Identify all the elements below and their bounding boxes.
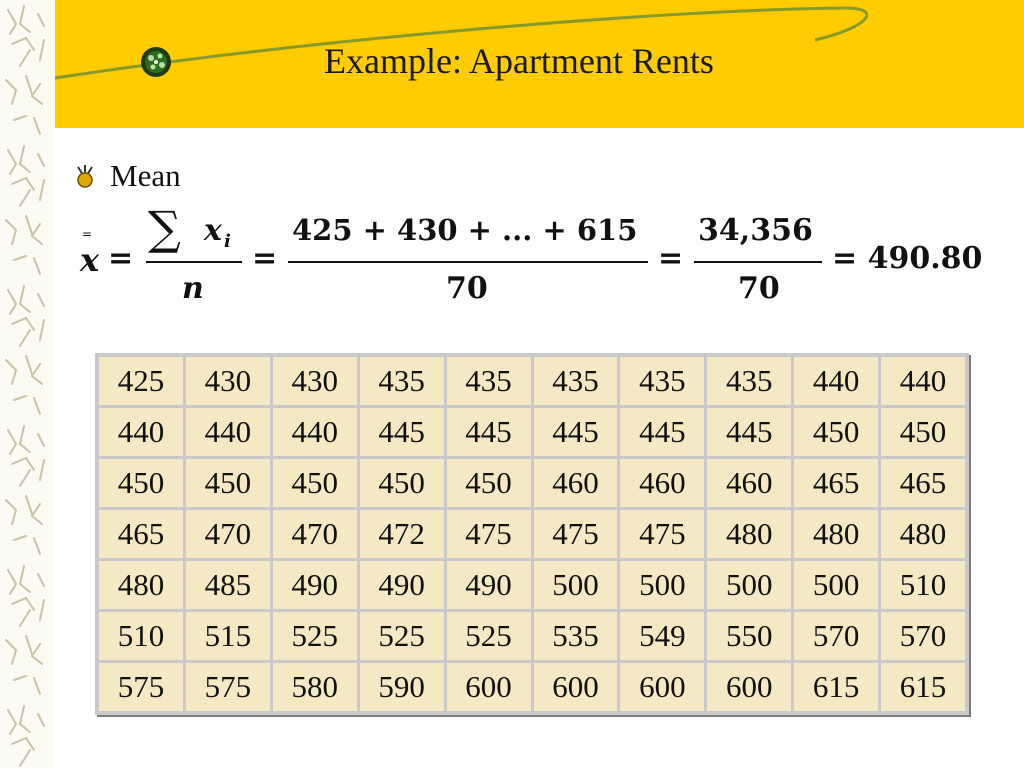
count-value: 70 [446, 271, 488, 306]
rent-cell: 525 [273, 612, 357, 660]
rent-cell: 600 [620, 663, 704, 711]
rent-cell: 435 [534, 357, 618, 405]
sum-term: x [204, 213, 222, 248]
rent-cell: 600 [447, 663, 531, 711]
rent-cell: 515 [186, 612, 270, 660]
rent-cell: 615 [881, 663, 965, 711]
rent-cell: 460 [620, 459, 704, 507]
rents-table [95, 353, 969, 715]
rent-cell: 450 [881, 408, 965, 456]
rent-cell: 430 [273, 357, 357, 405]
rent-cell: 480 [881, 510, 965, 558]
rent-cell: 440 [881, 357, 965, 405]
rent-cell: 525 [360, 612, 444, 660]
rent-cell: 435 [707, 357, 791, 405]
equals-sign: = [252, 241, 278, 276]
rent-cell: 510 [881, 561, 965, 609]
equals-sign: = [658, 241, 684, 276]
rent-cell: 500 [707, 561, 791, 609]
rent-cell: 472 [360, 510, 444, 558]
fraction-bar-2 [288, 261, 648, 263]
rent-cell: 445 [534, 408, 618, 456]
rent-cell: 465 [794, 459, 878, 507]
rent-cell: 575 [186, 663, 270, 711]
rent-cell: 600 [707, 663, 791, 711]
rents-grid [99, 357, 965, 711]
decorative-side-strip [0, 0, 55, 768]
sum-expression: 425 + 430 + ... + 615 [292, 213, 638, 247]
rent-cell: 535 [534, 612, 618, 660]
rent-cell: 500 [620, 561, 704, 609]
fraction-bar-3 [694, 261, 822, 263]
total-value: 34,356 [698, 213, 813, 248]
rent-cell: 450 [360, 459, 444, 507]
rent-cell: 445 [707, 408, 791, 456]
rent-cell: 465 [881, 459, 965, 507]
rent-cell: 450 [186, 459, 270, 507]
fraction-bar-1 [146, 261, 242, 263]
equals-sign: = [108, 241, 134, 276]
rent-cell: 570 [881, 612, 965, 660]
rent-cell: 490 [447, 561, 531, 609]
rent-cell: 445 [620, 408, 704, 456]
rent-cell: 549 [620, 612, 704, 660]
rent-cell: 490 [360, 561, 444, 609]
rent-cell: 510 [99, 612, 183, 660]
rent-cell: 470 [273, 510, 357, 558]
rent-cell: 500 [794, 561, 878, 609]
mean-result: = 490.80 [832, 241, 983, 276]
rent-cell: 460 [534, 459, 618, 507]
rent-cell: 475 [534, 510, 618, 558]
sigma-symbol: ∑ [148, 201, 181, 255]
decorative-pattern-icon [0, 0, 55, 768]
rent-cell: 490 [273, 561, 357, 609]
rent-cell: 590 [360, 663, 444, 711]
rent-cell: 500 [534, 561, 618, 609]
rent-cell: 480 [794, 510, 878, 558]
sum-index: i [224, 231, 231, 252]
rent-cell: 435 [447, 357, 531, 405]
count-value: 70 [738, 271, 780, 306]
rent-cell: 445 [447, 408, 531, 456]
rent-cell: 460 [707, 459, 791, 507]
rent-cell: 450 [273, 459, 357, 507]
rent-cell: 570 [794, 612, 878, 660]
rent-cell: 550 [707, 612, 791, 660]
globe-logo-icon [140, 46, 172, 78]
slide-title: Example: Apartment Rents [324, 41, 714, 81]
rent-cell: 450 [447, 459, 531, 507]
rent-cell: 580 [273, 663, 357, 711]
rent-cell: 470 [186, 510, 270, 558]
rent-cell: 440 [186, 408, 270, 456]
denominator-n: n [182, 271, 204, 306]
rent-cell: 450 [99, 459, 183, 507]
rent-cell: 480 [707, 510, 791, 558]
bullet-item [72, 156, 181, 196]
rent-cell: 615 [794, 663, 878, 711]
rent-cell: 600 [534, 663, 618, 711]
rent-cell: 475 [447, 510, 531, 558]
rent-cell: 430 [186, 357, 270, 405]
rent-cell: 440 [273, 408, 357, 456]
rent-cell: 485 [186, 561, 270, 609]
x-bar-symbol: x [80, 241, 100, 279]
rent-cell: 475 [620, 510, 704, 558]
overbar-mark: = [82, 227, 93, 241]
rent-cell: 440 [794, 357, 878, 405]
mean-formula [76, 201, 1006, 315]
rent-cell: 525 [447, 612, 531, 660]
rent-cell: 480 [99, 561, 183, 609]
rent-cell: 435 [620, 357, 704, 405]
rent-cell: 435 [360, 357, 444, 405]
rent-cell: 425 [99, 357, 183, 405]
rent-cell: 440 [99, 408, 183, 456]
rent-cell: 465 [99, 510, 183, 558]
rent-cell: 575 [99, 663, 183, 711]
bullet-text: Mean [110, 158, 181, 193]
rent-cell: 450 [794, 408, 878, 456]
bullet-ornament-icon [72, 163, 98, 189]
rent-cell: 445 [360, 408, 444, 456]
